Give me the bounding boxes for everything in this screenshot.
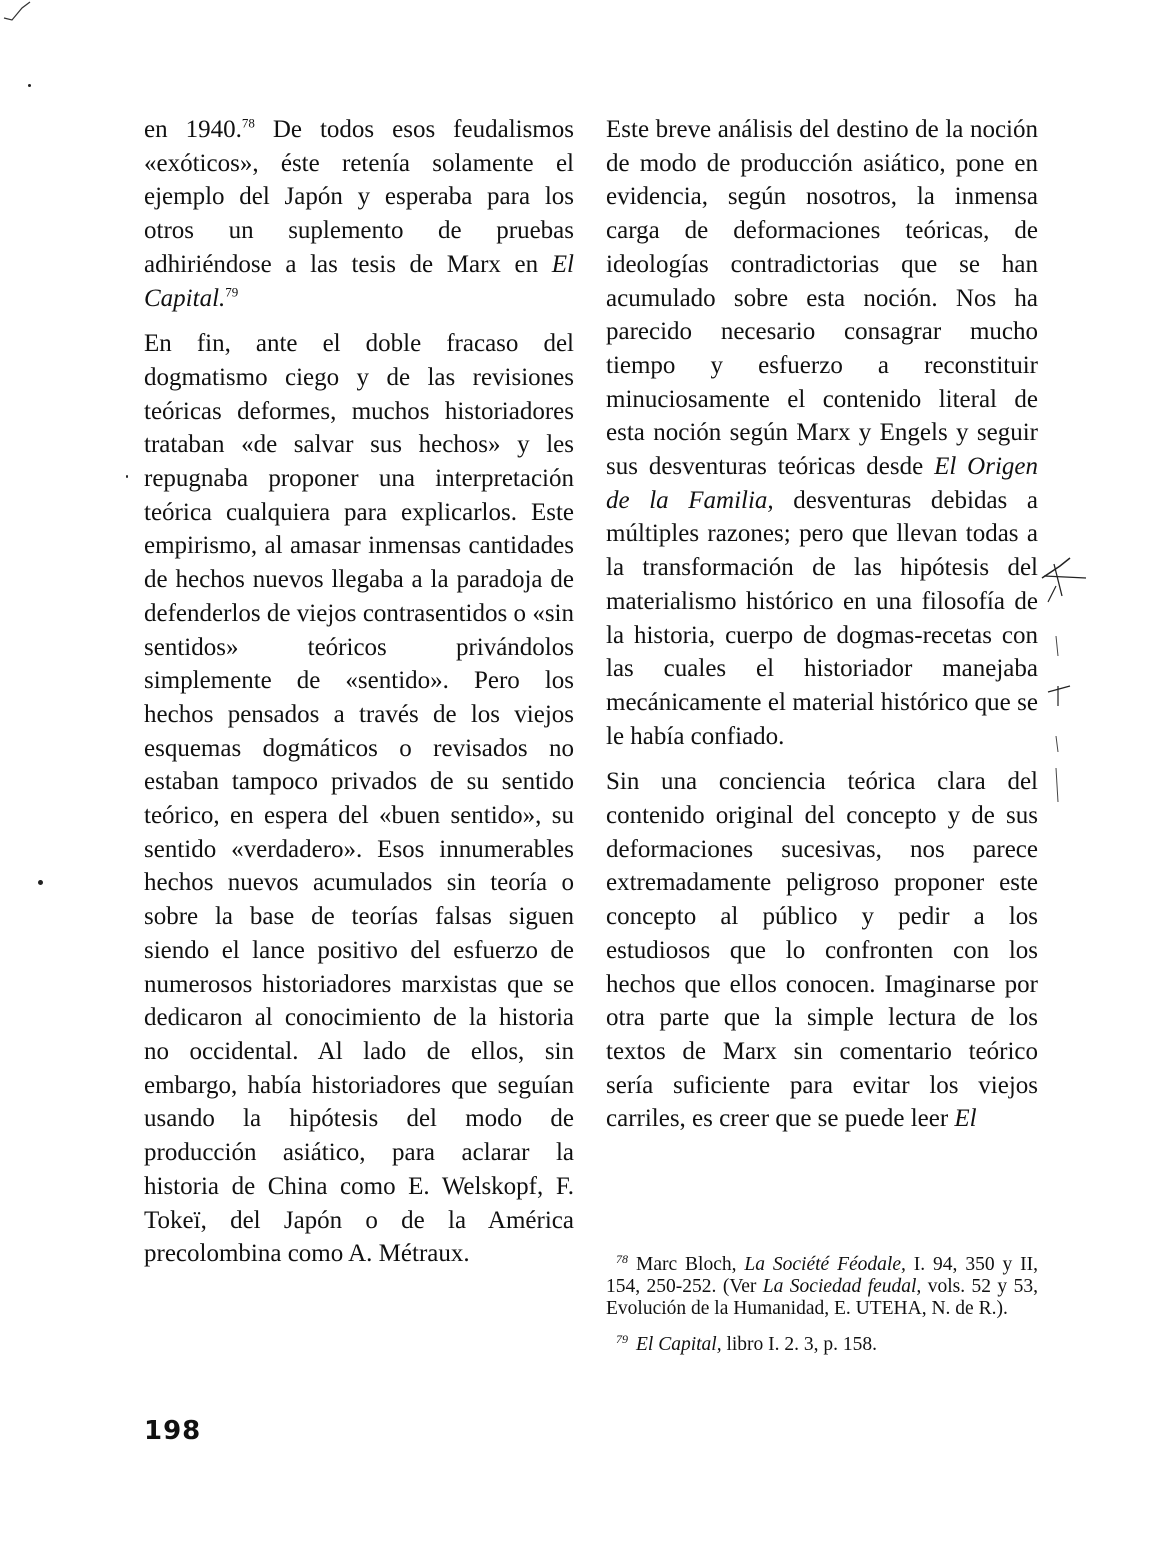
- corner-pen-mark: [0, 0, 40, 40]
- left-p1-text-a: en 1940.: [144, 116, 242, 143]
- left-paragraph-2: En fin, ante el doble fracaso del dogmatismo ciego y de las revisiones teóricas deformes, muchos historiadores trataban «de salvar sus hechos» y les repugnaba proponer una interpretación teórica cualquiera para explicarlos. Este empirismo, al amasar inmensas cantidades de hechos nuevos llegaba a la paradoja de defenderlos de viejos contrasentidos o «sin sentidos» teóricos privándolos simplemente de «sentido». Pero los hechos pensados a través de los viejos esquemas dogmáticos o revisados no estaban tampoco privados de su sentido teórico, en espera del «buen sentido», su sentido «verdadero». Esos innumerables hechos nuevos acumulados sin teoría o sobre la base de teorías falsas siguen siendo el lance positivo del esfuerzo de numerosos historiadores marxistas que se dedicaron al conocimiento de la historia no occidental. Al lado de ellos, sin embargo, había historiadores que seguían usando la hipótesis del modo de producción asiático, para aclarar la historia de China como E. Welskopf, F. Tokeï, del Japón o de la América precolombina como A. Métraux.: [144, 330, 574, 1268]
- footnote-ref-79: 79: [225, 284, 239, 300]
- footnote-79-text-a: libro I. 2. 3, p. 158.: [721, 1334, 878, 1355]
- right-p1-text-a: Este breve análisis del destino de la noción de modo de producción asiático, pone en evidencia, según nosotros, la inmensa carga de deformaciones teóricas, de ideologías contradictorias que se han acumulado sobre esta noción. Nos ha parecido necesario consagrar mucho tiempo y esfuerzo a reconstituir minuciosamente el contenido literal de esta noción según Marx y Engels y seguir sus desventuras teóricas desde: [606, 116, 1038, 481]
- scan-speck: [28, 84, 31, 87]
- footnote-79-mark: 79: [616, 1331, 628, 1346]
- footnote-78-text-c: vols. 52 y 53, Evolución de la Humanidad, E. UTEHA, N. de R.).: [606, 1276, 1038, 1319]
- left-column: [144, 113, 574, 1283]
- footnote-79: [606, 1331, 1038, 1356]
- footnotes: [606, 1245, 1038, 1370]
- left-paragraph-1: [144, 113, 574, 315]
- right-paragraph-2: [606, 765, 1038, 1136]
- footnote-79-italic-1: El Capital,: [636, 1334, 722, 1355]
- footnote-78-text-b: I. 94, 350 y II, 154, 250-252. (Ver: [606, 1254, 1038, 1297]
- right-paragraph-1: [606, 113, 1038, 753]
- footnote-ref-78: 78: [241, 115, 255, 131]
- footnote-78-mark: 78: [616, 1251, 628, 1266]
- right-p2-italic-title: El: [954, 1105, 977, 1133]
- right-p1-italic-title: El Origen de la Familia,: [606, 453, 1038, 514]
- right-p1-text-b: desventuras debidas a múltiples razones; pero que llevan todas a la transformación de las hipótesis del materialismo histórico en una filosofía de la historia, cuerpo de dogmas-recetas con las cuales el historiador manejaba mecánicamente el material histórico que se le había confiado.: [606, 486, 1038, 750]
- right-column: [606, 113, 1038, 1148]
- scan-speck: [38, 880, 43, 885]
- footnote-78: [606, 1251, 1038, 1320]
- left-p1-text-b: De todos esos feudalismos «exóticos», éste retenía solamente el ejemplo del Japón y esperaba para los otros un suplemento de pruebas adhiriéndose a las tesis de Marx en: [144, 116, 574, 278]
- margin-pen-mark: [1040, 556, 1094, 806]
- page-number: 198: [144, 1416, 202, 1446]
- right-p2-text-a: Sin una conciencia teórica clara del contenido original del concepto y de sus deformaciones sucesivas, nos parece extremadamente peligroso proponer este concepto al público y pedir a los estudiosos que lo confronten con los hechos que ellos conocen. Imaginarse por otra parte que la simple lectura de los textos de Marx sin comentario teórico sería suficiente para evitar los viejos carriles, es creer que se puede leer: [606, 768, 1038, 1133]
- footnote-78-italic-1: La Société Féodale,: [744, 1254, 906, 1275]
- footnote-78-text-a: Marc Bloch,: [636, 1254, 745, 1275]
- footnote-78-italic-2: La Sociedad feudal,: [762, 1276, 922, 1297]
- left-p1-italic-title: El Capital.: [144, 250, 574, 312]
- scan-speck: [126, 475, 128, 478]
